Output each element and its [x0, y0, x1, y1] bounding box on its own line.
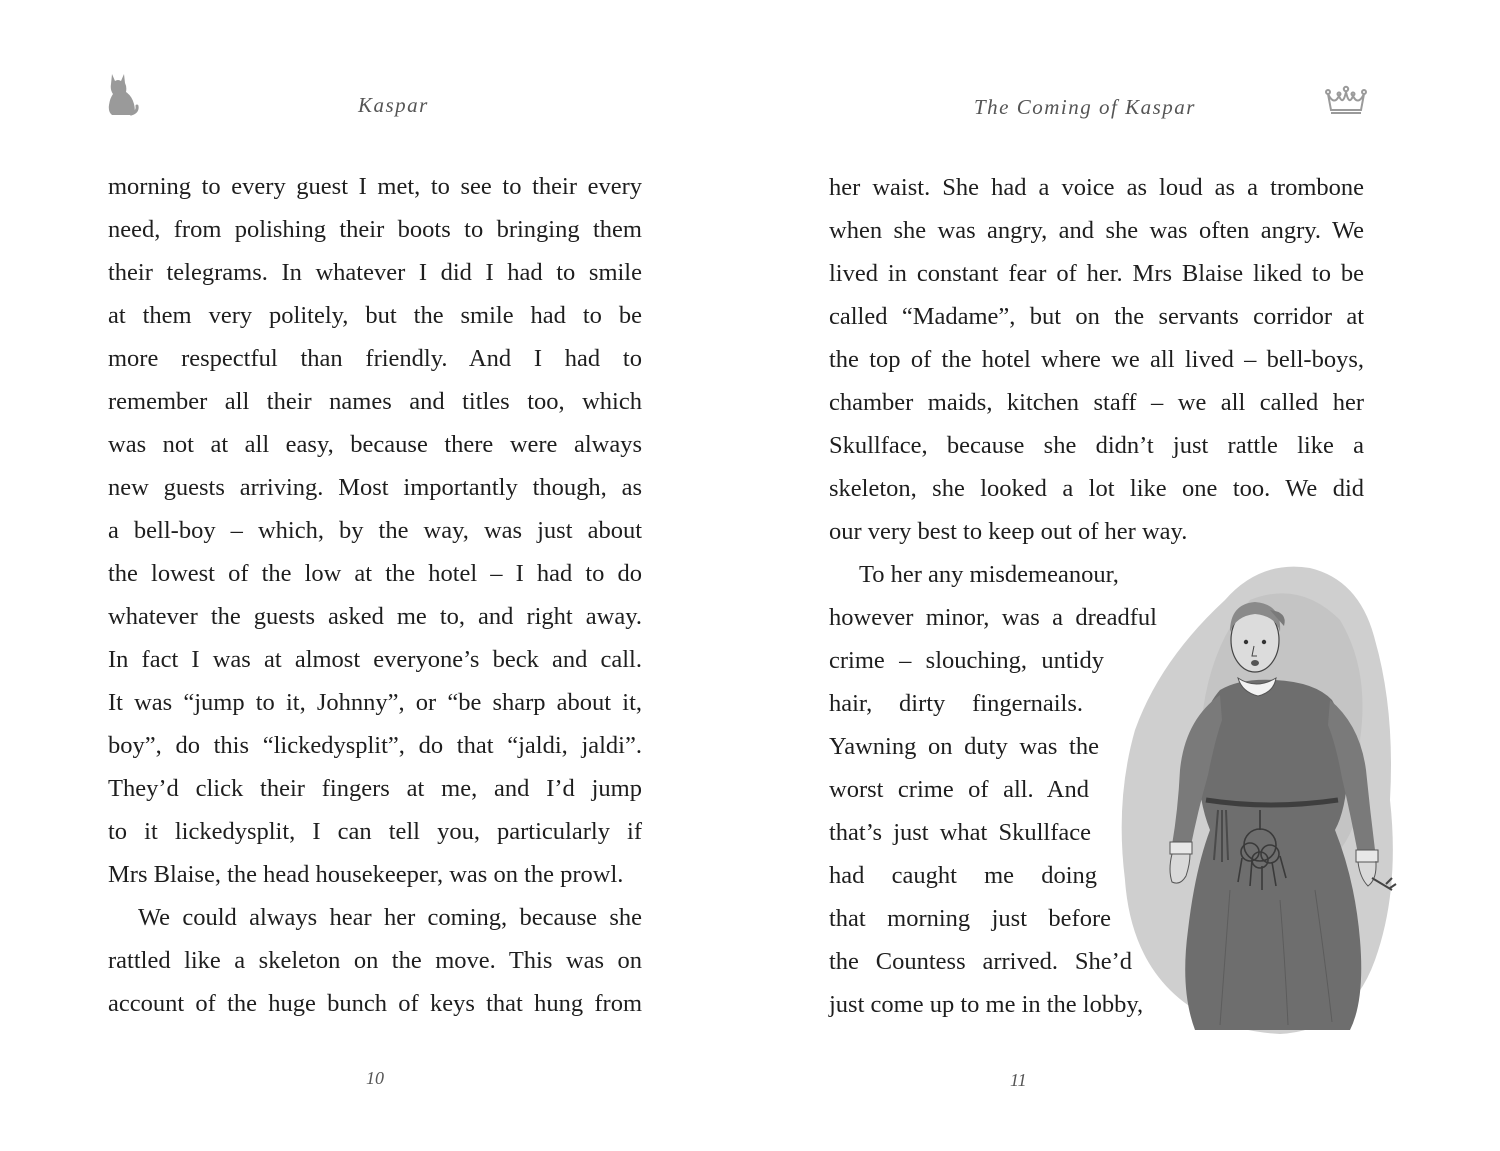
text-line: chamber maids, kitchen staff – we all called her — [829, 389, 1364, 416]
text-line: To her any misdemeanour, — [859, 561, 1119, 588]
text-line: crime – slouching, untidy — [829, 647, 1104, 674]
page-number: 11 — [1010, 1070, 1027, 1090]
text-line: their telegrams. In whatever I did I had to smile — [108, 259, 642, 286]
text-line: morning to every guest I met, to see to their every — [108, 173, 642, 200]
text-line: to it lickedysplit, I can tell you, particularly if — [108, 818, 642, 845]
text-line: new guests arriving. Most importantly though, as — [108, 474, 642, 501]
text-line: rattled like a skeleton on the move. This was on — [108, 947, 642, 974]
text-line: hair, dirty fingernails. — [829, 690, 1083, 717]
text-line: whatever the guests asked me to, and right away. — [108, 603, 642, 630]
text-line: was not at all easy, because there were always — [108, 431, 642, 458]
text-line: need, from polishing their boots to bringing them — [108, 216, 642, 243]
illustration-housekeeper-with-keys — [1110, 560, 1400, 1036]
text-line: worst crime of all. And — [829, 776, 1089, 803]
text-line: the lowest of the low at the hotel – I had to do — [108, 560, 642, 587]
text-line: at them very politely, but the smile had to be — [108, 302, 642, 329]
text-line: account of the huge bunch of keys that hung from — [108, 990, 642, 1017]
text-line: Skullface, because she didn’t just rattle like a — [829, 432, 1364, 459]
text-line: Yawning on duty was the — [829, 733, 1099, 760]
text-line: called “Madame”, but on the servants corridor at — [829, 303, 1364, 330]
text-line: They’d click their fingers at me, and I’d jump — [108, 775, 642, 802]
text-line: had caught me doing — [829, 862, 1097, 889]
crown-icon — [1324, 84, 1368, 118]
text-line: Mrs Blaise, the head housekeeper, was on the prowl. — [108, 861, 624, 888]
text-line: boy”, do this “lickedysplit”, do that “jaldi, jaldi”. — [108, 732, 642, 759]
text-line: that’s just what Skullface — [829, 819, 1091, 846]
text-line: when she was angry, and she was often angry. We — [829, 217, 1364, 244]
text-line: our very best to keep out of her way. — [829, 518, 1188, 545]
text-line: lived in constant fear of her. Mrs Blaise liked to be — [829, 260, 1364, 287]
text-line: just come up to me in the lobby, — [829, 991, 1144, 1018]
text-line: her waist. She had a voice as loud as a trombone — [829, 174, 1364, 201]
text-line: We could always hear her coming, because she — [138, 904, 642, 931]
text-line: a bell-boy – which, by the way, was just about — [108, 517, 642, 544]
text-line: remember all their names and titles too, which — [108, 388, 642, 415]
text-line: the top of the hotel where we all lived – bell-boys, — [829, 346, 1364, 373]
text-line: that morning just before — [829, 905, 1111, 932]
page-number: 10 — [366, 1068, 384, 1088]
running-head: Kaspar — [358, 93, 429, 117]
body-text — [108, 165, 642, 1025]
text-line: the Countess arrived. She’d — [829, 948, 1132, 975]
text-line: however minor, was a dreadful — [829, 604, 1157, 631]
right-page — [750, 0, 1500, 1151]
running-head: The Coming of Kaspar — [974, 95, 1196, 119]
cat-silhouette-icon — [104, 70, 140, 116]
text-line: It was “jump to it, Johnny”, or “be sharp about it, — [108, 689, 642, 716]
text-line: skeleton, she looked a lot like one too. We did — [829, 475, 1364, 502]
text-line: more respectful than friendly. And I had to — [108, 345, 642, 372]
text-line: In fact I was at almost everyone’s beck and call. — [108, 646, 642, 673]
